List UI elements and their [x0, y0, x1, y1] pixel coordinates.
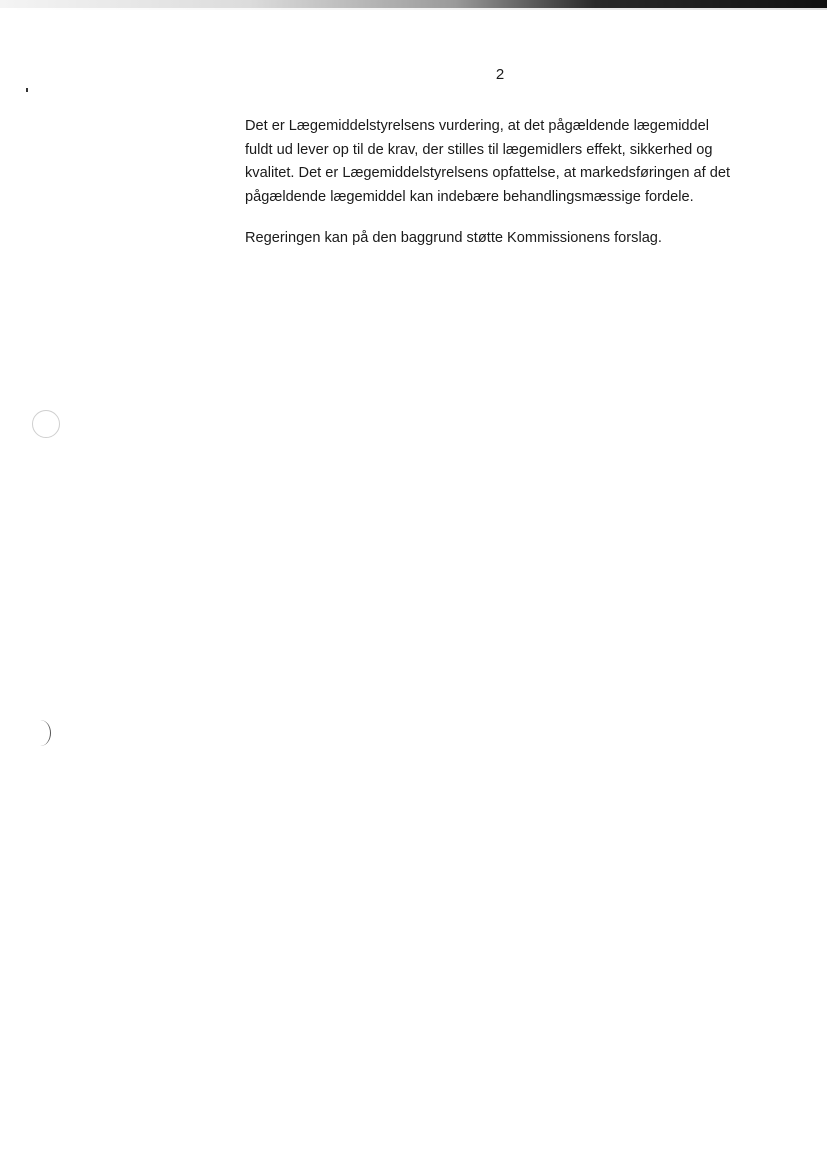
document-body	[245, 115, 765, 269]
scan-speck	[26, 88, 28, 92]
text-line: Regeringen kan på den baggrund støtte Kommissionens forslag.	[245, 230, 662, 246]
text-line: kvalitet. Det er Lægemiddelstyrelsens opfattelse, at markedsføringen af det	[245, 165, 731, 181]
text-line: fuldt ud lever op til de krav, der stilles til lægemidlers effekt, sikkerhed og	[245, 141, 713, 158]
text-line: Det er Lægemiddelstyrelsens vurdering, at det pågældende lægemiddel	[245, 118, 710, 134]
page-number: 2	[495, 66, 505, 83]
punch-hole-mark-partial	[30, 720, 51, 746]
paragraph-conclusion	[245, 227, 765, 251]
text-line: pågældende lægemiddel kan indebære behandlingsmæssige fordele.	[245, 188, 694, 205]
scan-edge-shadow	[0, 0, 827, 8]
scan-edge-fade	[0, 8, 827, 10]
paragraph-assessment	[245, 115, 765, 209]
punch-hole-mark	[32, 410, 60, 438]
